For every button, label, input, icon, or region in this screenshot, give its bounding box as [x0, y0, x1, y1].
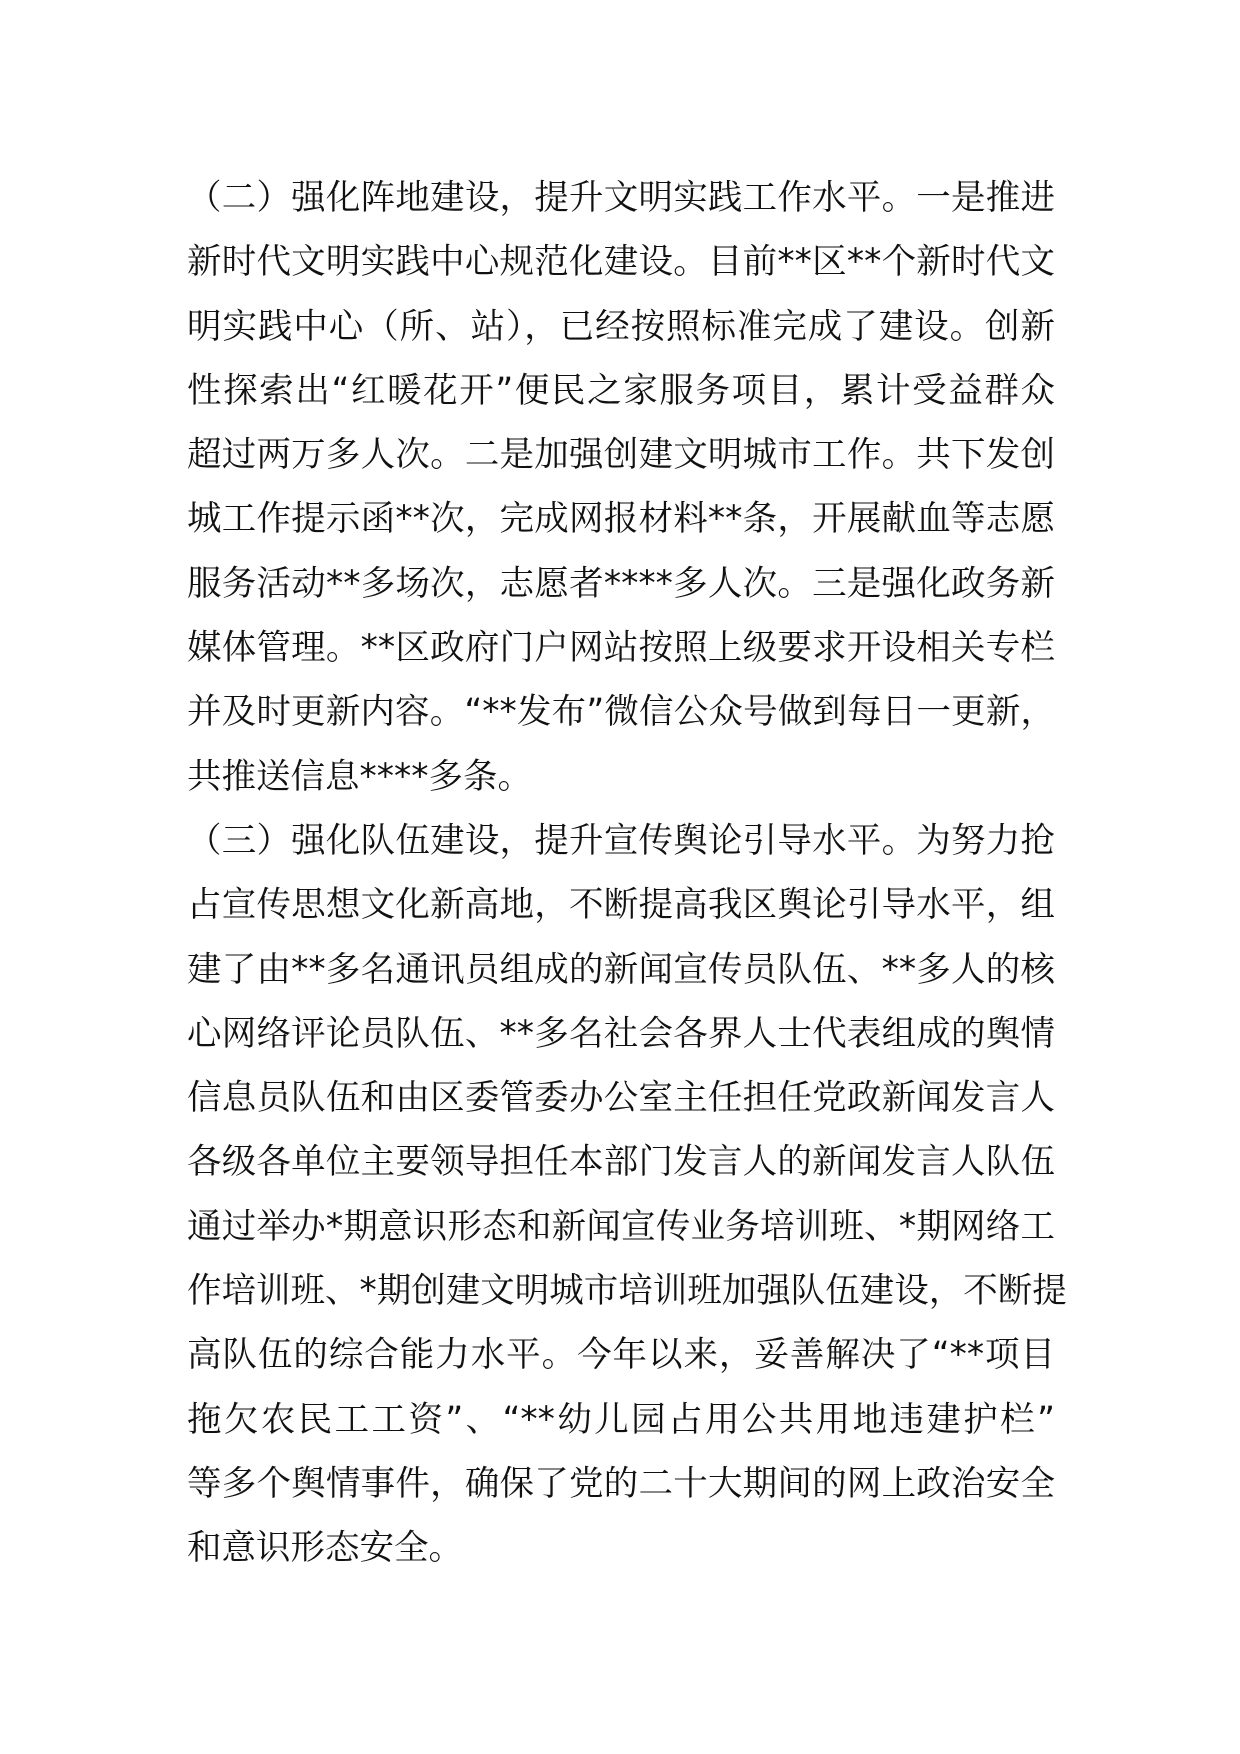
paragraph-2: [187, 166, 1055, 809]
paragraph-line: 超过两万多人次。二是加强创建文明城市工作。共下发创: [187, 435, 1055, 476]
paragraph-line: 等多个舆情事件，确保了党的二十大期间的网上政治安全: [187, 1463, 1055, 1504]
paragraph-line: 媒体管理。**区政府门户网站按照上级要求开设相关专栏: [187, 628, 1055, 669]
paragraph-line: 并及时更新内容。“**发布”微信公众号做到每日一更新，: [187, 692, 1055, 733]
paragraph-line: 各级各单位主要领导担任本部门发言人的新闻发言人队伍: [187, 1142, 1055, 1183]
paragraph-line: （二）强化阵地建设，提升文明实践工作水平。一是推进: [187, 178, 1055, 218]
paragraph-line: 作培训班、*期创建文明城市培训班加强队伍建设，不断提: [187, 1271, 1067, 1312]
paragraph-line: 占宣传思想文化新高地，不断提高我区舆论引导水平，组: [187, 885, 1055, 926]
paragraph-line: 信息员队伍和由区委管委办公室主任担任党政新闻发言人: [187, 1078, 1055, 1119]
paragraph-line: 和意识形态安全。: [187, 1528, 463, 1569]
paragraph-line: 新时代文明实践中心规范化建设。目前**区**个新时代文: [187, 242, 1055, 283]
paragraph-line: 城工作提示函**次，完成网报材料**条，开展献血等志愿: [187, 499, 1055, 540]
paragraph-3: [187, 809, 1067, 1581]
paragraph-line: 性探索出“红暖花开”便民之家服务项目，累计受益群众: [187, 370, 1055, 411]
paragraph-line: 通过举办*期意识形态和新闻宣传业务培训班、*期网络工: [187, 1206, 1055, 1247]
paragraph-line: 高队伍的综合能力水平。今年以来，妥善解决了“**项目: [187, 1335, 1055, 1376]
paragraph-line: 共推送信息****多条。: [187, 756, 532, 797]
paragraph-line: 服务活动**多场次，志愿者****多人次。三是强化政务新: [187, 563, 1055, 604]
paragraph-line: 明实践中心（所、站），已经按照标准完成了建设。创新: [187, 306, 1055, 347]
document-body: [187, 166, 1067, 1581]
paragraph-line: 建了由**多名通讯员组成的新闻宣传员队伍、**多人的核: [187, 949, 1055, 990]
paragraph-line: 拖欠农民工工资”、“**幼儿园占用公共用地违建护栏”: [187, 1399, 1055, 1440]
paragraph-line: （三）强化队伍建设，提升宣传舆论引导水平。为努力抢: [187, 820, 1055, 861]
paragraph-line: 心网络评论员队伍、**多名社会各界人士代表组成的舆情: [187, 1013, 1055, 1054]
